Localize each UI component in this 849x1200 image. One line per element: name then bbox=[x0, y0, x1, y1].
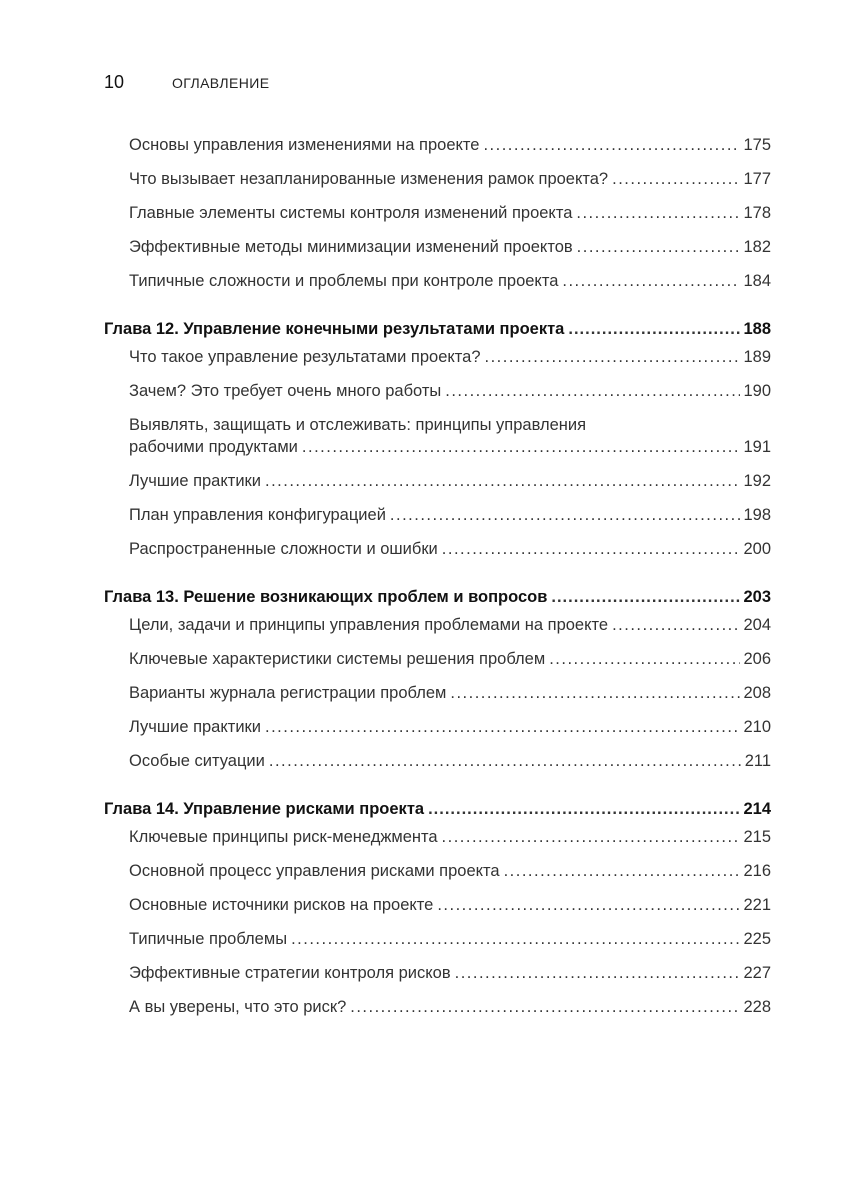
toc-entry-title: Лучшие практики bbox=[129, 472, 261, 490]
toc-entry[interactable] bbox=[129, 346, 771, 368]
toc-entry-page: 204 bbox=[743, 616, 771, 634]
toc-entry[interactable] bbox=[129, 648, 771, 670]
toc-entry[interactable] bbox=[129, 826, 771, 848]
dot-leader bbox=[437, 894, 740, 916]
toc-entry[interactable] bbox=[129, 928, 771, 950]
page-number: 10 bbox=[104, 72, 125, 92]
toc-entry-title: Что вызывает незапланированные изменения рамок проекта? bbox=[129, 170, 609, 188]
dot-leader bbox=[445, 380, 740, 402]
dot-leader bbox=[442, 826, 741, 848]
toc-entry-page: 178 bbox=[743, 204, 771, 222]
dot-leader bbox=[504, 860, 741, 882]
dot-leader bbox=[576, 202, 740, 224]
toc-entry-page: 216 bbox=[743, 862, 771, 880]
dot-leader bbox=[577, 236, 741, 258]
toc-entry-title: Зачем? Это требует очень много работы bbox=[129, 382, 442, 400]
dot-leader bbox=[302, 436, 741, 458]
toc-entry[interactable] bbox=[129, 504, 771, 526]
toc-entry[interactable] bbox=[129, 380, 771, 402]
toc-entry-page: 210 bbox=[743, 718, 771, 736]
toc-chapter-13[interactable] bbox=[104, 586, 771, 608]
toc-entry-title: Типичные сложности и проблемы при контроле проекта bbox=[129, 272, 559, 290]
toc-entry-page: 192 bbox=[743, 472, 771, 490]
dot-leader bbox=[390, 504, 741, 526]
toc-entry-page: 190 bbox=[743, 382, 771, 400]
toc-entry-page: 228 bbox=[743, 998, 771, 1016]
dot-leader bbox=[442, 538, 741, 560]
dot-leader bbox=[549, 648, 740, 670]
toc-entry-page: 182 bbox=[743, 238, 771, 256]
toc-entry-title: Эффективные стратегии контроля рисков bbox=[129, 964, 451, 982]
toc-chapter-12[interactable] bbox=[104, 318, 771, 340]
toc-entry-title-line1: Выявлять, защищать и отслеживать: принципы управления bbox=[129, 416, 587, 434]
dot-leader bbox=[551, 586, 740, 608]
dot-leader bbox=[450, 682, 740, 704]
toc-entry-title: Основной процесс управления рисками проекта bbox=[129, 862, 500, 880]
toc-entry[interactable] bbox=[129, 996, 771, 1018]
toc-entry-title-line2: рабочими продуктами bbox=[129, 438, 298, 456]
toc-entry-title: Лучшие практики bbox=[129, 718, 261, 736]
toc-entry[interactable] bbox=[129, 750, 771, 772]
running-title: ОГЛАВЛЕНИЕ bbox=[172, 75, 270, 91]
toc-entry-title: А вы уверены, что это риск? bbox=[129, 998, 347, 1016]
toc-entry[interactable] bbox=[129, 716, 771, 738]
toc-entry-page: 227 bbox=[743, 964, 771, 982]
toc-chapter-title: Глава 14. Управление рисками проекта bbox=[104, 800, 425, 818]
toc-entry-title: Ключевые характеристики системы решения проблем bbox=[129, 650, 546, 668]
toc-entry-title: Типичные проблемы bbox=[129, 930, 288, 948]
toc-entry[interactable] bbox=[129, 682, 771, 704]
dot-leader bbox=[483, 134, 740, 156]
page-header bbox=[104, 72, 771, 96]
toc-entry[interactable] bbox=[129, 202, 771, 224]
toc-entry-page: 184 bbox=[743, 272, 771, 290]
table-of-contents bbox=[104, 134, 771, 1018]
toc-entry-page: 211 bbox=[744, 752, 771, 770]
dot-leader bbox=[455, 962, 741, 984]
toc-entry-page: 225 bbox=[743, 930, 771, 948]
toc-entry-page: 208 bbox=[743, 684, 771, 702]
toc-entry-title: Ключевые принципы риск-менеджмента bbox=[129, 828, 438, 846]
toc-entry[interactable] bbox=[129, 614, 771, 636]
toc-chapter-14[interactable] bbox=[104, 798, 771, 820]
toc-entry-title: План управления конфигурацией bbox=[129, 506, 386, 524]
dot-leader bbox=[568, 318, 740, 340]
dot-leader bbox=[485, 346, 741, 368]
toc-entry[interactable] bbox=[129, 538, 771, 560]
toc-entry-page: 215 bbox=[743, 828, 771, 846]
toc-entry-title: Особые ситуации bbox=[129, 752, 265, 770]
toc-entry[interactable] bbox=[129, 860, 771, 882]
toc-entry[interactable] bbox=[129, 134, 771, 156]
dot-leader bbox=[265, 716, 740, 738]
toc-entry-page: 191 bbox=[743, 438, 771, 456]
dot-leader bbox=[291, 928, 740, 950]
toc-entry-title: Распространенные сложности и ошибки bbox=[129, 540, 438, 558]
toc-entry-page: 200 bbox=[743, 540, 771, 558]
dot-leader bbox=[612, 614, 740, 636]
toc-chapter-title: Глава 13. Решение возникающих проблем и вопросов bbox=[104, 588, 548, 606]
toc-entry[interactable] bbox=[129, 236, 771, 258]
toc-chapter-page: 188 bbox=[743, 320, 771, 338]
toc-entry-page: 198 bbox=[743, 506, 771, 524]
dot-leader bbox=[562, 270, 740, 292]
toc-entry[interactable] bbox=[129, 270, 771, 292]
toc-entry-title: Варианты журнала регистрации проблем bbox=[129, 684, 447, 702]
toc-entry-title: Что такое управление результатами проекта? bbox=[129, 348, 481, 366]
dot-leader bbox=[612, 168, 740, 190]
dot-leader bbox=[269, 750, 742, 772]
toc-entry[interactable] bbox=[129, 894, 771, 916]
toc-entry-page: 206 bbox=[743, 650, 771, 668]
toc-entry-page: 175 bbox=[743, 136, 771, 154]
toc-entry[interactable] bbox=[129, 962, 771, 984]
toc-entry-title: Главные элементы системы контроля изменений проекта bbox=[129, 204, 573, 222]
dot-leader bbox=[350, 996, 740, 1018]
toc-chapter-page: 214 bbox=[743, 800, 771, 818]
toc-entry-page: 177 bbox=[743, 170, 771, 188]
dot-leader bbox=[265, 470, 740, 492]
toc-chapter-title: Глава 12. Управление конечными результатами проекта bbox=[104, 320, 565, 338]
toc-entry-page: 221 bbox=[743, 896, 771, 914]
toc-entry[interactable] bbox=[129, 168, 771, 190]
dot-leader bbox=[428, 798, 740, 820]
toc-entry[interactable] bbox=[129, 470, 771, 492]
toc-entry-page: 189 bbox=[743, 348, 771, 366]
toc-entry-title: Основные источники рисков на проекте bbox=[129, 896, 434, 914]
toc-entry[interactable] bbox=[129, 414, 771, 458]
toc-chapter-page: 203 bbox=[743, 588, 771, 606]
toc-entry-title: Эффективные методы минимизации изменений проектов bbox=[129, 238, 573, 256]
toc-entry-title: Основы управления изменениями на проекте bbox=[129, 136, 480, 154]
toc-entry-title: Цели, задачи и принципы управления проблемами на проекте bbox=[129, 616, 609, 634]
